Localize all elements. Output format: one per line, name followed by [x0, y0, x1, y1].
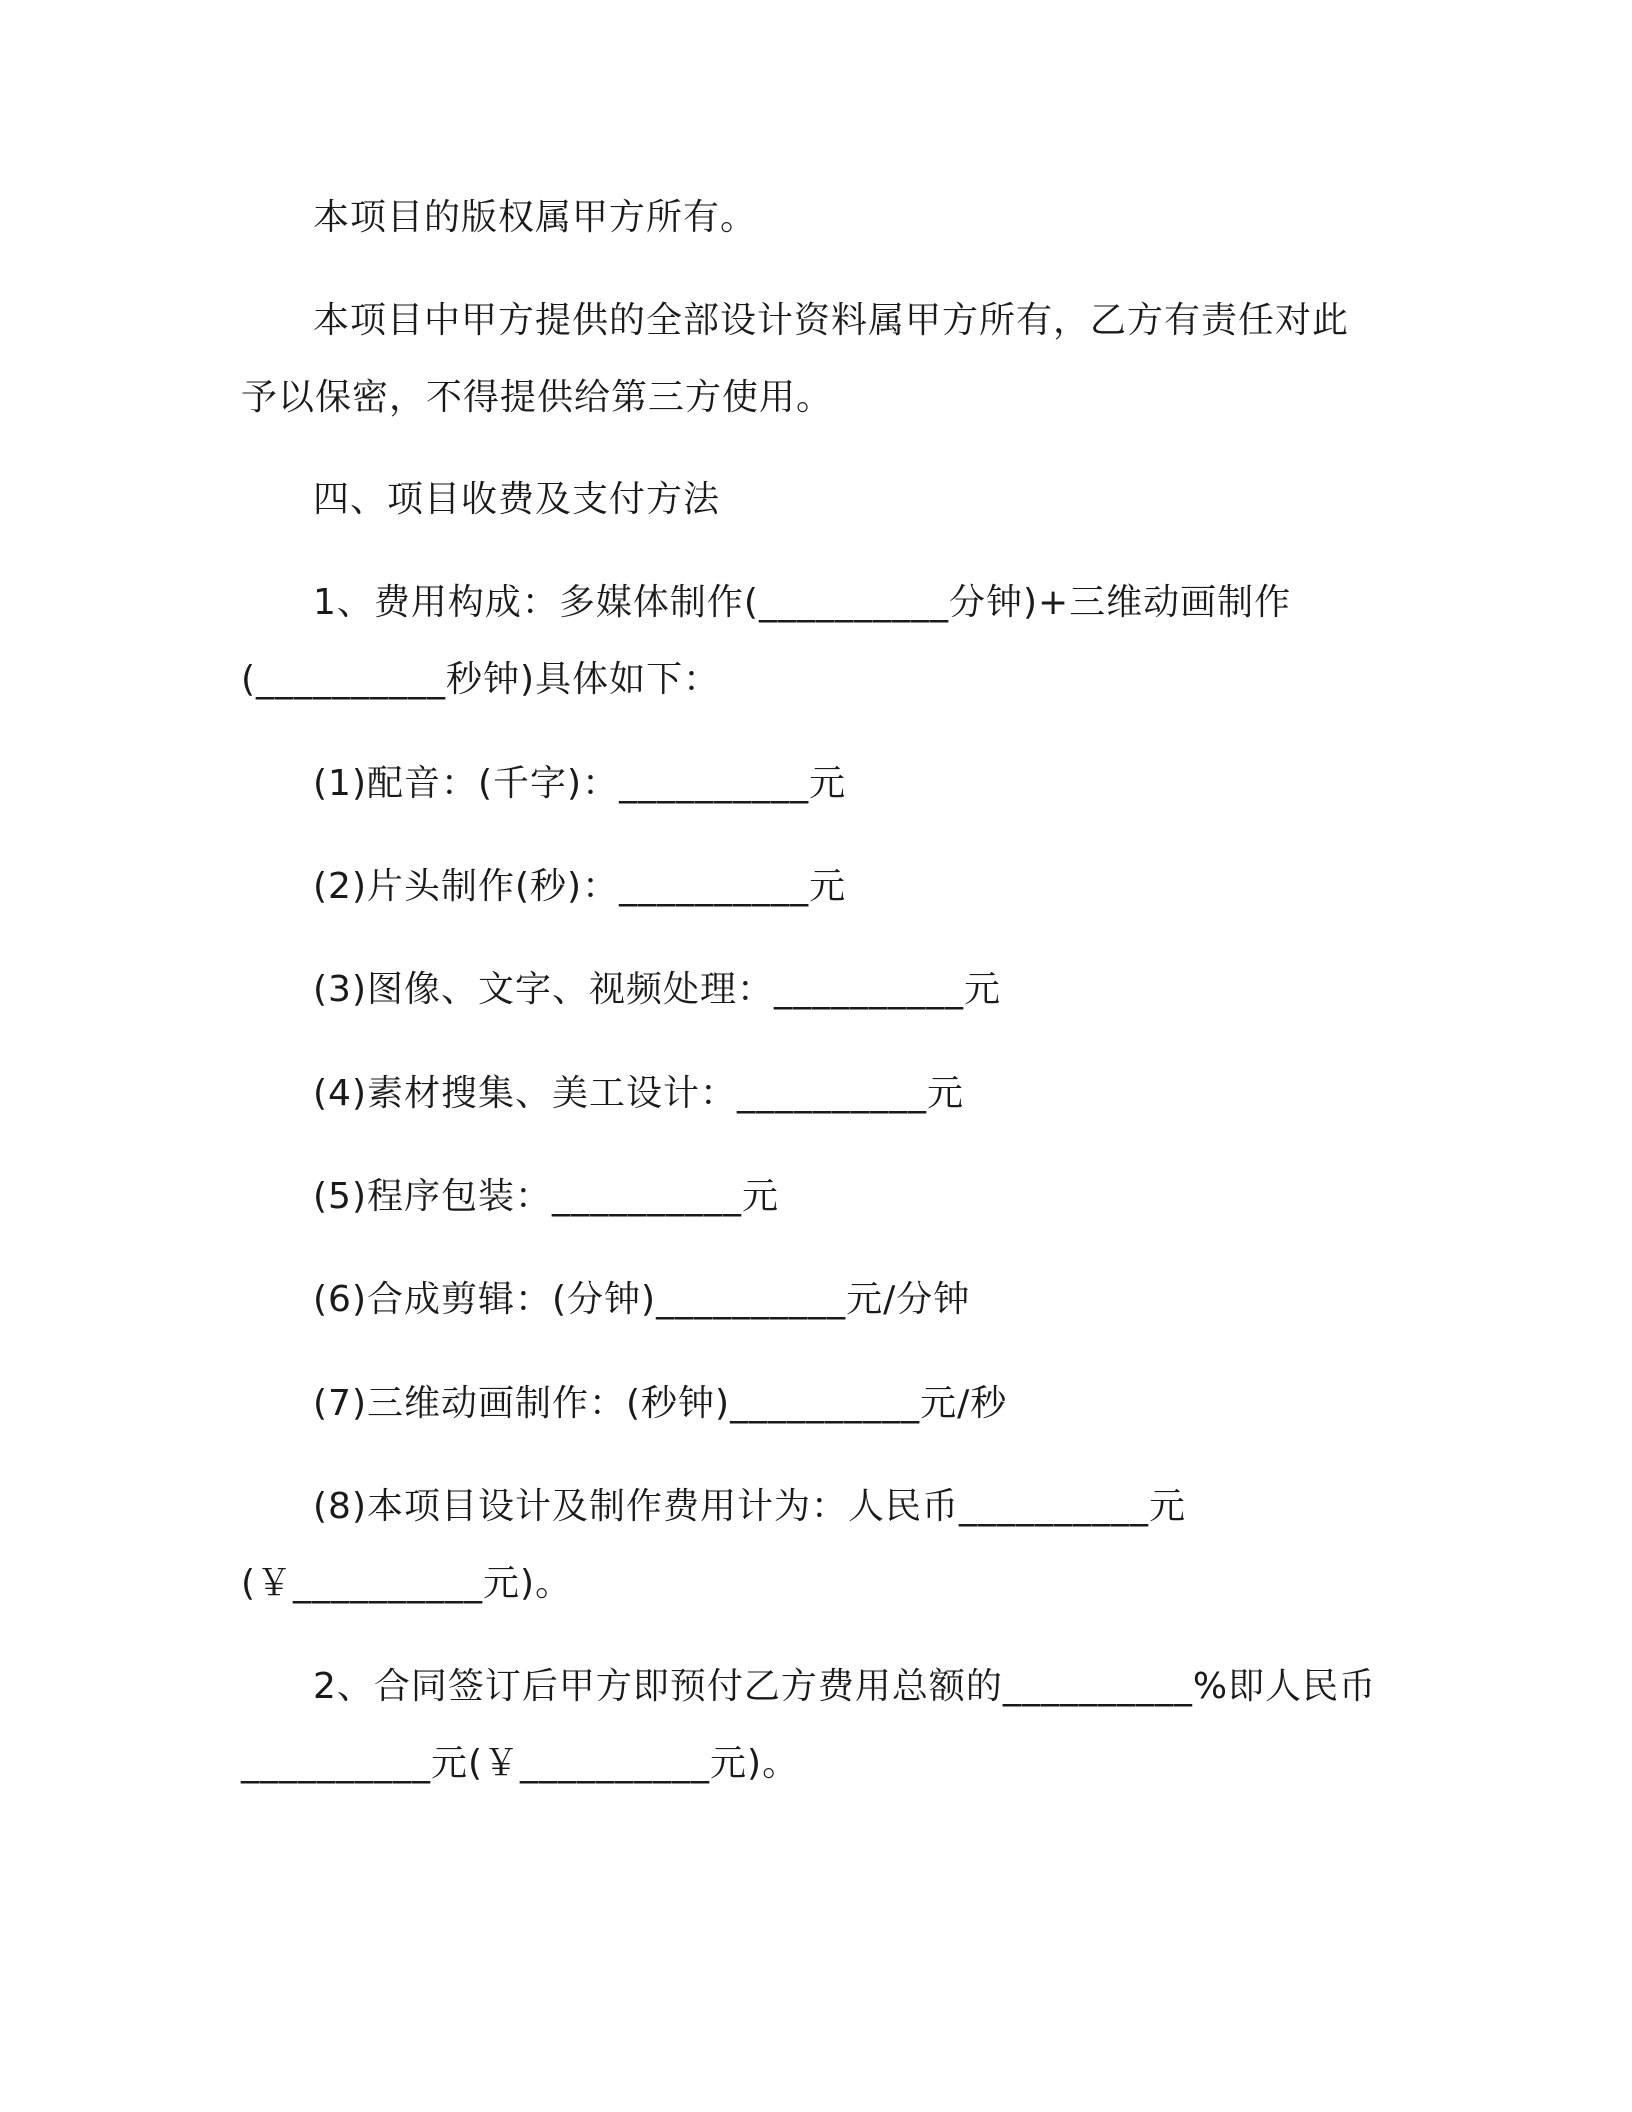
fee-item-3d-animation: (7)三维动画制作：(秒钟)__________元/秒 [313, 1383, 1008, 1424]
fee-item-title-sequence: (2)片头制作(秒)：__________元 [313, 866, 847, 907]
paragraph-copyright: 本项目的版权属甲方所有。 [313, 197, 758, 238]
fee-item-voiceover: (1)配音：(千字)：__________元 [313, 763, 847, 804]
fee-item-total-cont: (￥__________元)。 [241, 1563, 573, 1604]
item-prepayment-cont: __________元(￥__________元)。 [241, 1743, 800, 1784]
paragraph-design-materials: 本项目中甲方提供的全部设计资料属甲方所有，乙方有责任对此 [313, 300, 1350, 341]
item-fee-composition-cont: (__________秒钟)具体如下： [241, 659, 721, 700]
fee-item-editing: (6)合成剪辑：(分钟)__________元/分钟 [313, 1279, 971, 1320]
fee-item-total: (8)本项目设计及制作费用计为：人民币__________元 [313, 1486, 1186, 1527]
section-heading-fees: 四、项目收费及支付方法 [313, 479, 721, 520]
fee-item-image-processing: (3)图像、文字、视频处理：__________元 [313, 969, 1001, 1010]
fee-item-materials-design: (4)素材搜集、美工设计：__________元 [313, 1073, 964, 1114]
paragraph-design-materials-cont: 予以保密，不得提供给第三方使用。 [241, 377, 834, 418]
item-fee-composition: 1、费用构成：多媒体制作(__________分钟)+三维动画制作 [313, 582, 1292, 623]
fee-item-packaging: (5)程序包装：__________元 [313, 1176, 779, 1217]
item-prepayment: 2、合同签订后甲方即预付乙方费用总额的__________%即人民币 [313, 1666, 1377, 1707]
